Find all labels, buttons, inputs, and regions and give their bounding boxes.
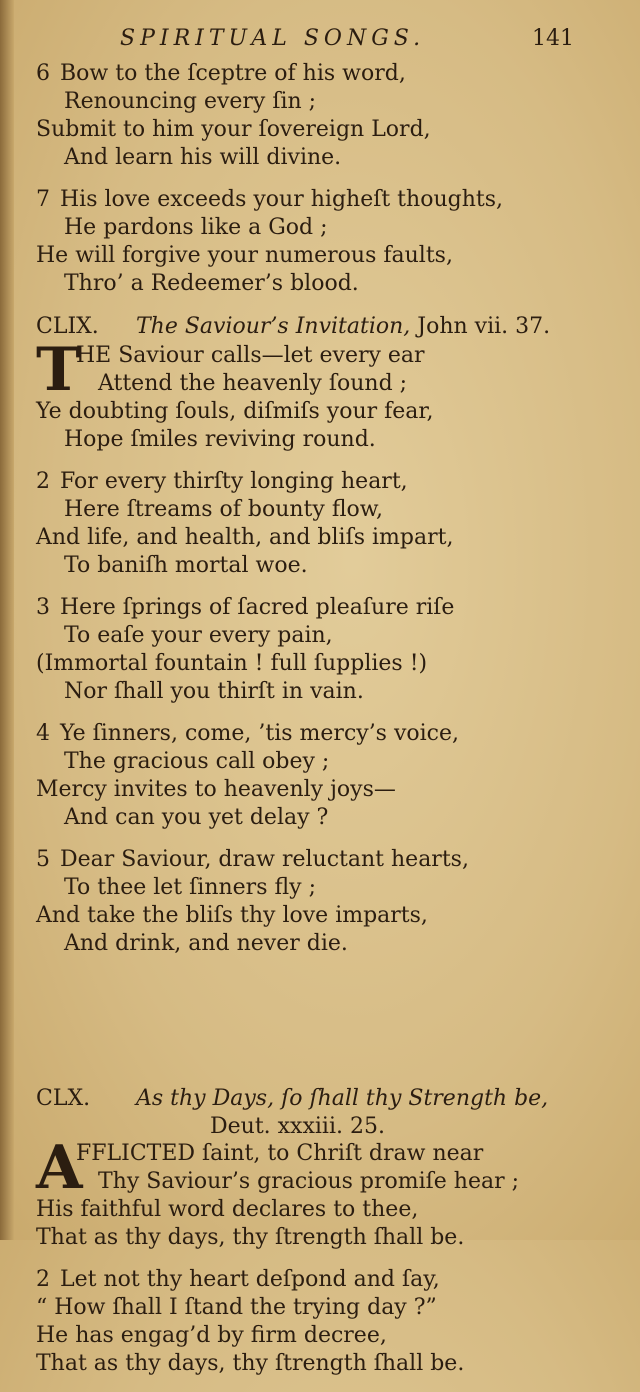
- hymn-number: CLIX.: [36, 314, 99, 339]
- stanza: [36, 186, 616, 298]
- verse-line: He pardons like a God ;: [64, 215, 328, 240]
- verse-line: [36, 958, 616, 986]
- verse-line: And can you yet delay ?: [64, 805, 329, 830]
- verse-line: The gracious call obey ;: [64, 749, 330, 774]
- running-title: SPIRITUAL SONGS.: [120, 26, 426, 51]
- verse-line: (Immortal fountain ! full ſupplies !): [36, 651, 428, 676]
- verse-line: He will forgive your numerous faults,: [36, 243, 453, 268]
- verse-line: 3 Here ſprings of ſacred pleaſure riſe: [36, 595, 455, 620]
- verse-line: Attend the heavenly ſound ;: [98, 371, 408, 396]
- verse-line: He has engag’d by firm decree,: [36, 1323, 387, 1348]
- verse-line: Thy Saviour’s gracious promiſe hear ;: [98, 1169, 520, 1194]
- hymnal-page: [36, 20, 616, 1392]
- stanza-number: 3: [36, 595, 50, 620]
- running-header: [36, 20, 616, 60]
- verse-line: Nor ſhall you thirſt in vain.: [64, 679, 364, 704]
- stanza: [36, 958, 616, 1070]
- verse-line: And learn his will divine.: [64, 145, 342, 170]
- verse-line: Mercy invites to heavenly joys—: [36, 777, 396, 802]
- verse-line: [36, 1014, 616, 1042]
- hymn-number: CLX.: [36, 1086, 91, 1111]
- stanza: [36, 846, 616, 958]
- verse-line: Ye doubting ſouls, diſmiſs your fear,: [36, 399, 434, 424]
- verse-line: And take the bliſs thy love imparts,: [36, 903, 428, 928]
- stanza: [36, 1266, 616, 1378]
- verse-line: Renouncing every ſin ;: [64, 89, 317, 114]
- verse-line: Here ſtreams of bounty flow,: [64, 497, 383, 522]
- verse-line: [36, 986, 616, 1014]
- scripture-reference: Deut. xxxiii. 25.: [210, 1114, 385, 1139]
- stanza-number: 2: [36, 1267, 50, 1292]
- verse-line: 7 His love exceeds your higheſt thoughts,: [36, 187, 503, 212]
- stanza-number: 6: [36, 61, 50, 86]
- verse-line: That as thy days, thy ſtrength ſhall be.: [36, 1351, 465, 1376]
- hymn-heading: [36, 1084, 616, 1114]
- stanza: [36, 594, 616, 706]
- verse-line: 2 For every thirſty longing heart,: [36, 469, 408, 494]
- stanza: [36, 335, 616, 454]
- verse-line: “ How ſhall I ſtand the trying day ?”: [36, 1295, 437, 1320]
- verse-line: 5 Dear Saviour, draw reluctant hearts,: [36, 847, 469, 872]
- stanza: [36, 720, 616, 832]
- hymn-heading: [36, 312, 616, 342]
- verse-line: [36, 1042, 616, 1070]
- verse-line: To baniſh mortal woe.: [64, 553, 308, 578]
- verse-line: 2 Let not thy heart deſpond and ſay,: [36, 1267, 440, 1292]
- binding-gutter: [0, 0, 14, 1240]
- stanza-number: 4: [36, 721, 50, 746]
- drop-cap: T: [36, 335, 81, 405]
- verse-line: Hope ſmiles reviving round.: [64, 427, 376, 452]
- verse-line: Thro’ a Redeemer’s blood.: [64, 271, 359, 296]
- drop-cap: A: [36, 1133, 83, 1203]
- verse-line: His faithful word declares to thee,: [36, 1197, 419, 1222]
- hymn-title: The Saviour’s Invitation,: [136, 314, 411, 339]
- verse-line: 4 Ye ſinners, come, ’tis mercy’s voice,: [36, 721, 460, 746]
- hymn-title: As thy Days, ſo ſhall thy Strength be,: [136, 1086, 549, 1111]
- verse-line: And life, and health, and bliſs impart,: [36, 525, 454, 550]
- verse-line: That as thy days, thy ſtrength ſhall be.: [36, 1225, 465, 1250]
- page-number: 141: [532, 26, 574, 51]
- verse-line: Submit to him your ſovereign Lord,: [36, 117, 431, 142]
- verse-line: HE Saviour calls—let every ear: [76, 343, 425, 368]
- stanza: [36, 60, 616, 172]
- scripture-reference: John vii. 37.: [417, 314, 551, 339]
- verse-line: To thee let ſinners fly ;: [64, 875, 316, 900]
- verse-line: FFLICTED ſaint, to Chriſt draw near: [76, 1141, 484, 1166]
- verse-line: 6 Bow to the ſceptre of his word,: [36, 61, 406, 86]
- stanza: [36, 468, 616, 580]
- stanza-number: 5: [36, 847, 50, 872]
- verse-line: To eaſe your every pain,: [64, 623, 333, 648]
- stanza-number: 7: [36, 187, 50, 212]
- stanza: [36, 1133, 616, 1252]
- verse-line: And drink, and never die.: [64, 931, 348, 956]
- stanza-number: 2: [36, 469, 50, 494]
